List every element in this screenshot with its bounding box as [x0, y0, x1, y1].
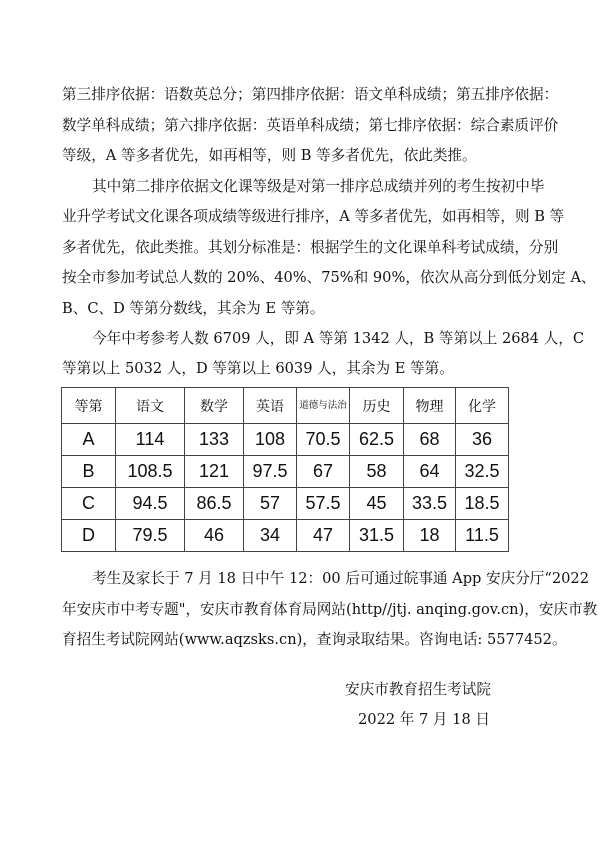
table-cell: 121	[185, 456, 244, 488]
table-row	[62, 488, 509, 520]
grade-cutoff-table	[61, 387, 509, 552]
text-line: 等级，A 等多者优先，如再相等，则 B 等多者优先，依此类推。	[62, 147, 477, 164]
text-line: 等第以上 5032 人，D 等第以上 6039 人，其余为 E 等第。	[62, 360, 454, 377]
text-line: 育招生考试院网站(www.aqzsks.cn)，查询录取结果。咨询电话: 5577452。	[62, 631, 567, 648]
text-line: 考生及家长于 7 月 18 日中午 12：00 后可通过皖事通 App 安庆分厅“2022	[92, 570, 589, 587]
text-line: 数学单科成绩；第六排序依据：英语单科成绩；第七排序依据：综合素质评价	[62, 117, 559, 134]
table-row	[62, 520, 509, 552]
table-cell: 108.5	[116, 456, 185, 488]
table-cell: 32.5	[456, 456, 509, 488]
text-line: 按全市参加考试总人数的 20%、40%、75%和 90%，依次从高分到低分划定 A、	[62, 269, 596, 286]
table-header-row	[62, 388, 509, 424]
table-cell: 67	[297, 456, 350, 488]
table-cell: 68	[404, 424, 456, 456]
table-cell: 94.5	[116, 488, 185, 520]
text-line: 多者优先，依此类推。其划分标准是：根据学生的文化课单科考试成绩，分别	[62, 239, 559, 256]
text-line: 第三排序依据：语数英总分；第四排序依据：语文单科成绩；第五排序依据：	[62, 86, 559, 103]
header-morality-law: 道德与法治	[297, 388, 350, 424]
table-cell: C	[62, 488, 116, 520]
table-cell: 79.5	[116, 520, 185, 552]
table-cell: 133	[185, 424, 244, 456]
table-cell: 47	[297, 520, 350, 552]
header-grade: 等第	[62, 388, 116, 424]
table-cell: 36	[456, 424, 509, 456]
table-cell: 97.5	[244, 456, 297, 488]
text-line: B、C、D 等第分数线，其余为 E 等第。	[62, 300, 325, 317]
table-cell: 57.5	[297, 488, 350, 520]
header-history: 历史	[350, 388, 404, 424]
text-line: 业升学考试文化课各项成绩等级进行排序，A 等多者优先，如再相等，则 B 等	[62, 208, 565, 225]
table-cell: 18	[404, 520, 456, 552]
table-cell: 57	[244, 488, 297, 520]
table-cell: 58	[350, 456, 404, 488]
table-cell: 70.5	[297, 424, 350, 456]
table-cell: 31.5	[350, 520, 404, 552]
signature-date: 2022 年 7 月 18 日	[358, 711, 490, 728]
signature-organization: 安庆市教育招生考试院	[345, 681, 491, 698]
table-cell: 46	[185, 520, 244, 552]
table-cell: D	[62, 520, 116, 552]
table-cell: 33.5	[404, 488, 456, 520]
table-cell: B	[62, 456, 116, 488]
table-cell: 64	[404, 456, 456, 488]
header-chemistry: 化学	[456, 388, 509, 424]
text-line: 今年中考参考人数 6709 人，即 A 等第 1342 人，B 等第以上 2684 人，C	[92, 330, 585, 347]
table-cell: 11.5	[456, 520, 509, 552]
table-cell: 45	[350, 488, 404, 520]
text-line: 其中第二排序依据文化课等级是对第一排序总成绩并列的考生按初中毕	[92, 178, 545, 195]
header-math: 数学	[185, 388, 244, 424]
table-cell: A	[62, 424, 116, 456]
table-row	[62, 424, 509, 456]
table-cell: 108	[244, 424, 297, 456]
table-row	[62, 456, 509, 488]
table-cell: 18.5	[456, 488, 509, 520]
table-cell: 114	[116, 424, 185, 456]
header-physics: 物理	[404, 388, 456, 424]
header-chinese: 语文	[116, 388, 185, 424]
table-cell: 34	[244, 520, 297, 552]
header-english: 英语	[244, 388, 297, 424]
text-line: 年安庆市中考专题"，安庆市教育体育局网站(http//jtj. anqing.gov.cn)，安庆市教	[62, 601, 598, 618]
table-cell: 86.5	[185, 488, 244, 520]
table-cell: 62.5	[350, 424, 404, 456]
